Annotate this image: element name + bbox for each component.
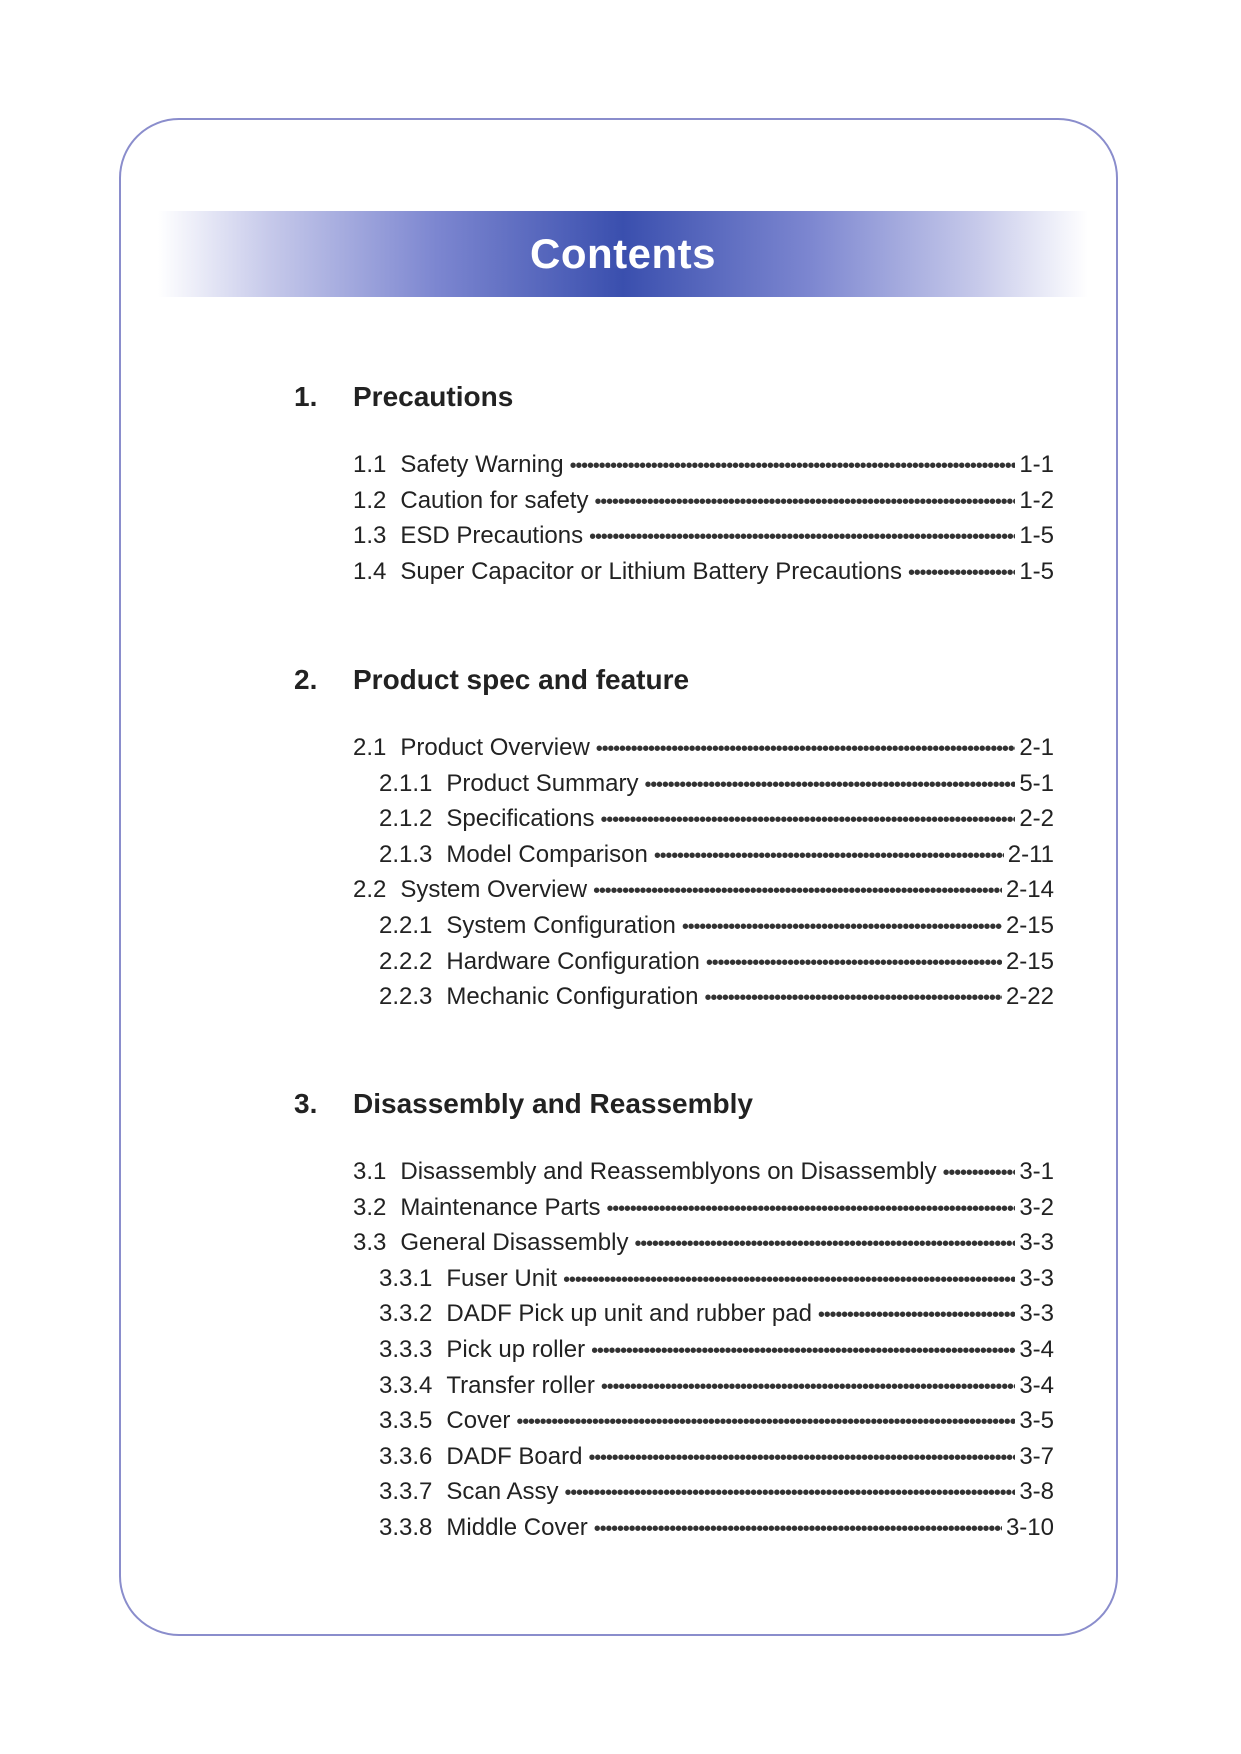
- entry-title: Mechanic Configuration: [446, 983, 699, 1011]
- section-number: 2.: [294, 664, 318, 695]
- section-title: Precautions: [353, 381, 514, 412]
- entry-page: 3-10: [1005, 1513, 1054, 1541]
- dot-leader: [705, 987, 1002, 1010]
- entry-page: 1-1: [1019, 451, 1054, 478]
- dot-leader: [564, 1482, 1015, 1505]
- entry-number: 1.1: [353, 451, 387, 478]
- dot-leader: [644, 774, 1015, 797]
- entry-number: 2.1: [353, 734, 387, 761]
- toc-entry[interactable]: [353, 1265, 1054, 1301]
- toc-entry[interactable]: [353, 558, 1054, 594]
- entry-title: Cover: [446, 1407, 511, 1435]
- toc-entry[interactable]: [353, 522, 1054, 558]
- entry-number: 3.3.1: [379, 1264, 433, 1292]
- dot-leader: [596, 738, 1016, 761]
- entry-number: 3.3: [353, 1229, 387, 1257]
- entry-title: Product Overview: [400, 734, 590, 761]
- dot-leader: [706, 952, 1002, 975]
- entry-number: 3.3.3: [379, 1335, 433, 1363]
- contents-banner: [158, 211, 1088, 297]
- entry-page: 5-1: [1019, 769, 1054, 797]
- entry-page: 3-7: [1019, 1442, 1054, 1470]
- entry-number: 3.3.2: [379, 1300, 433, 1328]
- entry-number: 2.1.1: [379, 769, 433, 797]
- entry-number: 2.2.2: [379, 947, 433, 975]
- section-heading[interactable]: [294, 1088, 1054, 1120]
- dot-leader: [563, 1269, 1015, 1292]
- entry-number: 1.4: [353, 557, 387, 585]
- toc-section-precautions: [294, 381, 1054, 593]
- toc-entry[interactable]: [353, 1194, 1054, 1230]
- toc-entry[interactable]: [353, 734, 1054, 770]
- entry-page: 3-2: [1019, 1193, 1054, 1221]
- toc-section-disassembly: [294, 1088, 1054, 1550]
- dot-leader: [588, 1447, 1015, 1470]
- entry-page: 2-1: [1019, 734, 1054, 761]
- dot-leader: [634, 1233, 1015, 1256]
- toc-entry[interactable]: [353, 876, 1054, 912]
- entry-page: 3-1: [1019, 1158, 1054, 1185]
- toc-entry[interactable]: [353, 1372, 1054, 1408]
- entry-page: 2-14: [1005, 876, 1054, 904]
- toc-entry-list: [353, 1158, 1054, 1550]
- entry-page: 3-4: [1019, 1371, 1054, 1399]
- toc-entry[interactable]: [353, 1443, 1054, 1479]
- entry-number: 2.1.2: [379, 805, 433, 833]
- toc-entry[interactable]: [353, 948, 1054, 984]
- dot-leader: [570, 455, 1016, 478]
- entry-page: 1-5: [1019, 557, 1054, 585]
- dot-leader: [591, 1340, 1015, 1363]
- entry-number: 1.2: [353, 486, 387, 514]
- toc-entry[interactable]: [353, 912, 1054, 948]
- dot-leader: [943, 1162, 1016, 1185]
- entry-page: 3-4: [1019, 1335, 1054, 1363]
- entry-page: 3-3: [1019, 1264, 1054, 1292]
- toc-entry[interactable]: [353, 1229, 1054, 1265]
- entry-page: 1-5: [1019, 522, 1054, 550]
- entry-title: Transfer roller: [446, 1371, 595, 1399]
- entry-number: 1.3: [353, 522, 387, 550]
- entry-title: Hardware Configuration: [446, 947, 700, 975]
- entry-number: 3.3.5: [379, 1407, 433, 1435]
- entry-number: 3.3.7: [379, 1478, 433, 1506]
- entry-page: 2-2: [1019, 805, 1054, 833]
- dot-leader: [606, 1198, 1015, 1221]
- dot-leader: [654, 845, 1004, 868]
- entry-title: DADF Board: [446, 1442, 583, 1470]
- toc-entry[interactable]: [353, 1514, 1054, 1550]
- dot-leader: [516, 1411, 1015, 1434]
- section-number: 3.: [294, 1088, 318, 1119]
- entry-number: 2.2: [353, 876, 387, 904]
- dot-leader: [593, 880, 1002, 903]
- dot-leader: [682, 916, 1002, 939]
- dot-leader: [601, 1376, 1015, 1399]
- entry-number: 3.1: [353, 1158, 387, 1185]
- entry-page: 3-3: [1019, 1229, 1054, 1257]
- entry-number: 2.2.3: [379, 983, 433, 1011]
- dot-leader: [589, 526, 1015, 549]
- section-number: 1.: [294, 381, 318, 412]
- entry-number: 3.3.8: [379, 1513, 433, 1541]
- entry-title: Safety Warning: [400, 451, 564, 478]
- entry-page: 3-5: [1019, 1407, 1054, 1435]
- entry-number: 3.3.4: [379, 1371, 433, 1399]
- entry-number: 3.2: [353, 1193, 387, 1221]
- entry-page: 2-11: [1007, 840, 1054, 868]
- section-heading[interactable]: [294, 664, 1054, 696]
- toc-section-product-spec: [294, 664, 1054, 1019]
- section-title: Product spec and feature: [353, 664, 690, 695]
- entry-number: 2.2.1: [379, 911, 433, 939]
- page-title: Contents: [530, 230, 716, 277]
- toc-entry[interactable]: [353, 841, 1054, 877]
- entry-title: General Disassembly: [400, 1229, 629, 1257]
- entry-title: Pick up roller: [446, 1335, 586, 1363]
- section-title: Disassembly and Reassembly: [353, 1088, 753, 1119]
- entry-page: 2-15: [1005, 947, 1054, 975]
- entry-title: System Overview: [400, 876, 588, 904]
- entry-title: Middle Cover: [446, 1513, 588, 1541]
- entry-title: Caution for safety: [400, 486, 589, 514]
- toc-entry[interactable]: [353, 983, 1054, 1019]
- entry-title: DADF Pick up unit and rubber pad: [446, 1300, 812, 1328]
- toc-entry[interactable]: [353, 451, 1054, 487]
- toc-entry[interactable]: [353, 1300, 1054, 1336]
- entry-page: 3-3: [1019, 1300, 1054, 1328]
- toc-entry[interactable]: [353, 1336, 1054, 1372]
- entry-title: Specifications: [446, 805, 595, 833]
- toc-entry[interactable]: [353, 487, 1054, 523]
- entry-title: Super Capacitor or Lithium Battery Precautions: [400, 557, 902, 585]
- toc-entry-list: [353, 451, 1054, 593]
- entry-page: 2-22: [1005, 983, 1054, 1011]
- entry-number: 2.1.3: [379, 840, 433, 868]
- toc-entry[interactable]: [353, 770, 1054, 806]
- toc-entry[interactable]: [353, 1407, 1054, 1443]
- toc-entry[interactable]: [353, 1478, 1054, 1514]
- toc-entry[interactable]: [353, 805, 1054, 841]
- entry-title: Scan Assy: [446, 1478, 559, 1506]
- entry-title: Fuser Unit: [446, 1264, 558, 1292]
- entry-page: 2-15: [1005, 911, 1054, 939]
- dot-leader: [818, 1304, 1015, 1327]
- entry-title: Maintenance Parts: [400, 1193, 601, 1221]
- entry-title: System Configuration: [446, 911, 676, 939]
- toc-entry[interactable]: [353, 1158, 1054, 1194]
- entry-number: 3.3.6: [379, 1442, 433, 1470]
- entry-page: 3-8: [1019, 1478, 1054, 1506]
- toc-entry-list: [353, 734, 1054, 1019]
- entry-title: Disassembly and Reassemblyons on Disassembly: [400, 1158, 937, 1185]
- dot-leader: [600, 809, 1015, 832]
- dot-leader: [908, 562, 1015, 585]
- dot-leader: [594, 1518, 1002, 1541]
- entry-page: 1-2: [1019, 486, 1054, 514]
- dot-leader: [594, 491, 1015, 514]
- entry-title: Product Summary: [446, 769, 639, 797]
- entry-title: Model Comparison: [446, 840, 648, 868]
- section-heading[interactable]: [294, 381, 1054, 413]
- entry-title: ESD Precautions: [400, 522, 584, 550]
